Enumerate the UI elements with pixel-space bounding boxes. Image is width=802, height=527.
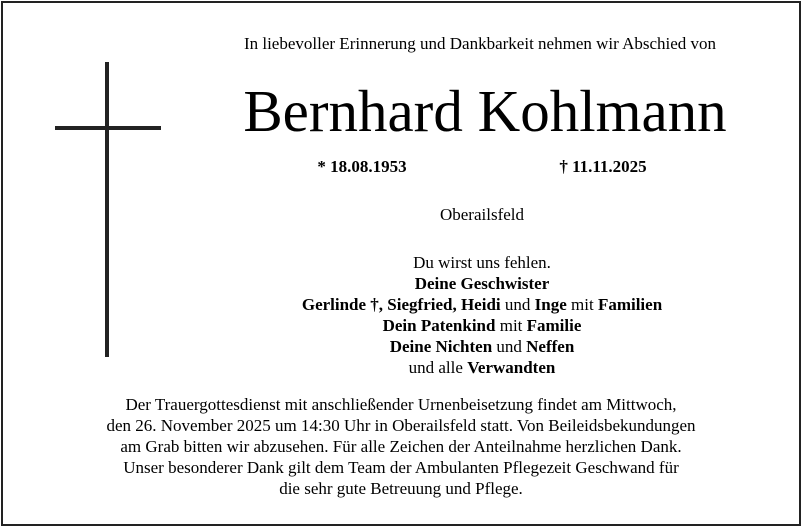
connector-text: und (500, 295, 535, 314)
nephews-text: Neffen (526, 337, 575, 356)
cross-horizontal-bar (55, 126, 161, 130)
nieces-text: Deine Nichten (389, 337, 493, 356)
notice-line-1: Der Trauergottesdienst mit anschließender Urnenbeisetzung findet am Mittwoch, (125, 395, 677, 414)
place-name: Oberailsfeld (439, 205, 525, 224)
families-text: Familien (597, 295, 663, 314)
siblings-names: Gerlinde †, Siegfried, Heidi (301, 295, 501, 314)
cross-vertical-bar (105, 62, 109, 357)
mourners-line-4 (232, 315, 732, 336)
mourners-line-3 (232, 294, 732, 315)
sibling-name-inge: Inge (534, 295, 567, 314)
relatives-text: Verwandten (467, 358, 556, 377)
notice-line-4: Unser besonderer Dank gilt dem Team der Ambulanten Pflegezeit Geschwand für (123, 458, 679, 477)
connector-text: mit (495, 316, 527, 335)
mourners-line-2: Deine Geschwister (414, 274, 550, 293)
godchild-text: Dein Patenkind (382, 316, 496, 335)
family-text: Familie (526, 316, 582, 335)
mourners-line-6 (232, 357, 732, 378)
mourners-line-5 (232, 336, 732, 357)
birth-date: * 18.08.1953 (317, 157, 407, 176)
connector-text: mit (566, 295, 598, 314)
notice-line-2: den 26. November 2025 um 14:30 Uhr in Oberailsfeld statt. Von Beileidsbekundungen (106, 416, 696, 435)
service-notice (30, 394, 772, 499)
mourners-line-1: Du wirst uns fehlen. (413, 253, 551, 272)
deceased-name: Bernhard Kohlmann (243, 78, 727, 144)
connector-text: und alle (408, 358, 468, 377)
notice-line-5: die sehr gute Betreuung und Pflege. (279, 479, 523, 498)
death-date: † 11.11.2025 (559, 157, 647, 176)
intro-text: In liebevoller Erinnerung und Dankbarkeit nehmen wir Abschied von (243, 34, 717, 53)
connector-text: und (492, 337, 527, 356)
notice-line-3: am Grab bitten wir abzusehen. Für alle Zeichen der Anteilnahme herzlichen Dank. (120, 437, 682, 456)
mourners-block (232, 252, 732, 378)
